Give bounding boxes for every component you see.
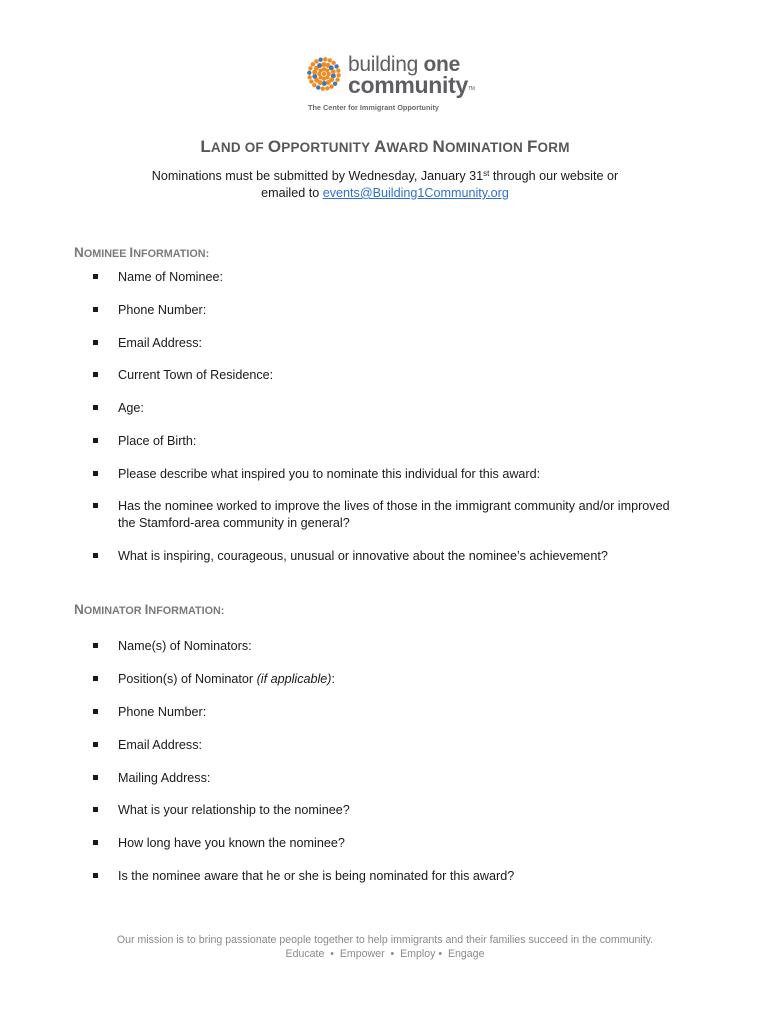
title-part: OMINATION [444,140,527,155]
heading-part: NFORMATION: [148,605,225,617]
field-label: Phone Number: [118,705,207,719]
sun-dot [312,74,317,79]
sun-dot [336,68,340,72]
page-footer [0,933,770,961]
sun-dot [316,85,320,89]
title-part: WARD [386,140,433,155]
sun-dot [321,62,326,67]
field-label: Email Address: [118,336,202,350]
bullet [93,274,98,279]
sun-dot [326,80,331,85]
sun-dot [336,73,340,77]
bullet [93,553,98,558]
submission-instructions [0,168,770,202]
title-part: F [526,137,538,156]
nominator-field-duration-known [93,835,693,852]
sun-dot [334,64,338,68]
sun-dot [325,86,329,90]
intro-ordinal: st [483,169,490,178]
sun-dot [328,58,332,62]
field-label: Current Town of Residence: [118,368,274,382]
footer-tagline: Educate • Empower • Employ • Engage [285,948,485,960]
bullet [93,405,98,410]
field-label: Name(s) of Nominators: [118,639,252,653]
bullet [93,676,98,681]
nominator-field-phone [93,704,693,721]
bullet [93,840,98,845]
bullet [93,775,98,780]
nominee-field-birthplace [93,433,693,450]
title-part: ORM [537,140,570,155]
sun-dot [307,71,311,75]
sun-dot [322,81,327,86]
bullet [93,438,98,443]
sun-center [322,72,326,76]
sun-dot [308,66,312,70]
nominee-field-achievement [93,548,693,565]
field-label: Name of Nominee: [118,270,223,284]
nominee-information-heading [74,245,209,260]
nominee-field-email [93,335,693,352]
nominee-field-town [93,367,693,384]
position-note: (if applicable) [256,672,332,686]
nominee-field-community-impact [93,498,673,532]
bullet [93,873,98,878]
bullet [93,643,98,648]
position-label: Position(s) of Nominator [118,672,257,686]
sun-dot [311,62,315,66]
heading-part: N [74,245,84,260]
heading-part: OMINATOR [83,605,145,617]
bullet [93,372,98,377]
field-label: How long have you known the nominee? [118,836,345,850]
heading-part: NFORMATION: [133,248,210,260]
sun-dot [333,81,337,85]
title-part: O [267,137,282,156]
field-label: Mailing Address: [118,771,211,785]
nominee-field-phone [93,302,693,319]
nominator-information-heading [74,602,224,617]
intro-line2: emailed to [261,186,323,200]
nominee-field-age [93,400,693,417]
heading-part: I [144,602,149,617]
sun-dot [307,75,311,79]
field-label: What is inspiring, courageous, unusual or innovative about the nominee’s achievement? [118,549,608,563]
nominator-field-relationship [93,802,693,819]
field-label: Phone Number: [118,303,207,317]
title-part: N [432,137,445,156]
field-label: Has the nominee worked to improve the lives of those in the immigrant community and/or improved the Stamford-area community in general? [118,499,670,530]
sun-dot [331,69,336,74]
nominator-field-email [93,737,693,754]
field-label [118,671,693,688]
bullet [93,503,98,508]
bullet [93,709,98,714]
sun-dot [314,59,318,63]
sun-dot [317,63,322,68]
bullet [93,471,98,476]
heading-part: N [74,602,84,617]
sun-dot [323,57,327,61]
nominator-field-mailing-address [93,770,693,787]
field-label: Age: [118,401,144,415]
field-label: Email Address: [118,738,202,752]
heading-part: I [129,245,134,260]
sun-dot [312,83,316,87]
title-part: L [200,137,211,156]
sun-dot [325,69,329,73]
sun-dot [329,84,333,88]
bullet [93,340,98,345]
sun-logo-icon [305,55,343,93]
building-one-community-logo [305,52,475,116]
logo-word-community: community [348,72,468,98]
logo-trademark: TM [467,86,475,92]
logo-word-building: building [348,53,424,76]
bullet [93,807,98,812]
sun-dot [318,57,322,61]
logo-word-one: one [423,53,460,76]
nominator-field-position [93,671,693,688]
nominee-field-inspiration [93,466,693,483]
heading-part: OMINEE [83,248,130,260]
sun-dot [331,61,335,65]
nominator-field-names [93,638,693,655]
title-part: AND OF [210,140,268,155]
sun-dot [321,86,325,90]
logo-tagline: The Center for Immigrant Opportunity [308,103,439,112]
bullet [93,307,98,312]
title-part: A [373,137,387,156]
form-title [0,137,770,157]
nominator-field-nominee-aware [93,868,693,885]
sun-dot [309,79,313,83]
field-label: Please describe what inspired you to nominate this individual for this award: [118,467,541,481]
field-label: What is your relationship to the nominee? [118,803,350,817]
mission-statement: Our mission is to bring passionate people together to help immigrants and their families succeed in the community. [116,934,654,946]
bullet [93,742,98,747]
sun-dot [335,78,339,82]
intro-text: Nominations must be submitted by Wednesday, January 31 [151,169,484,183]
field-label: Place of Birth: [118,434,197,448]
position-colon: : [331,672,335,686]
email-link[interactable]: events@Building1Community.org [322,186,509,200]
intro-text-cont: through our website or [489,169,619,183]
title-part: PPORTUNITY [281,140,374,155]
nominee-field-name [93,269,693,286]
field-label: Is the nominee aware that he or she is being nominated for this award? [118,869,515,883]
logo-wordmark [348,54,475,97]
